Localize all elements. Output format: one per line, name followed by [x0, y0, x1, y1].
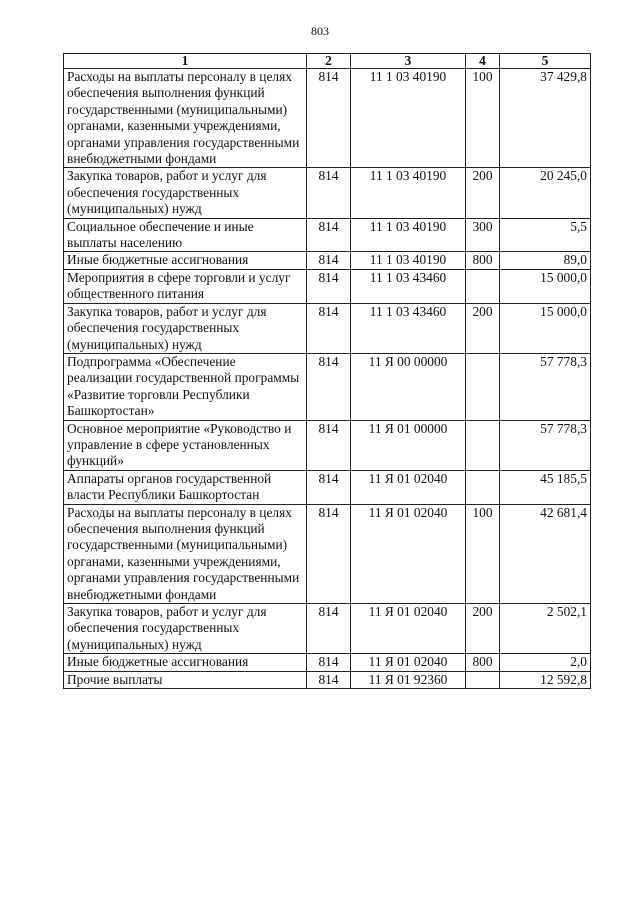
page-number: 803	[311, 24, 329, 38]
cell-ministry: 814	[307, 470, 351, 504]
cell-article: 11 1 03 40190	[351, 252, 466, 269]
cell-name: Аппараты органов государственной власти Республики Башкортостан	[64, 470, 307, 504]
cell-expense-type: 200	[466, 303, 500, 353]
cell-article: 11 Я 01 02040	[351, 470, 466, 504]
cell-amount: 20 245,0	[500, 168, 591, 218]
cell-amount: 45 185,5	[500, 470, 591, 504]
cell-article: 11 1 03 40190	[351, 69, 466, 168]
cell-ministry: 814	[307, 420, 351, 470]
cell-expense-type	[466, 420, 500, 470]
cell-article: 11 Я 01 02040	[351, 604, 466, 654]
column-header-expense-type: 4	[466, 54, 500, 69]
cell-expense-type	[466, 353, 500, 420]
cell-ministry: 814	[307, 218, 351, 252]
cell-article: 11 Я 01 02040	[351, 504, 466, 603]
cell-expense-type: 800	[466, 654, 500, 671]
cell-ministry: 814	[307, 303, 351, 353]
table-row	[64, 604, 591, 654]
column-header-amount: 5	[500, 54, 591, 69]
cell-expense-type: 100	[466, 504, 500, 603]
cell-amount: 15 000,0	[500, 303, 591, 353]
cell-name: Закупка товаров, работ и услуг для обеспечения государственных (муниципальных) нужд	[64, 604, 307, 654]
cell-name: Закупка товаров, работ и услуг для обеспечения государственных (муниципальных) нужд	[64, 168, 307, 218]
cell-name: Расходы на выплаты персоналу в целях обеспечения выполнения функций государственными (муниципальными) органами, казенными учреждениями, органами управления государственными внебюджетными фондами	[64, 504, 307, 603]
table-header-row	[64, 54, 591, 69]
cell-amount: 2 502,1	[500, 604, 591, 654]
cell-ministry: 814	[307, 654, 351, 671]
cell-ministry: 814	[307, 353, 351, 420]
cell-article: 11 Я 01 02040	[351, 654, 466, 671]
cell-expense-type	[466, 470, 500, 504]
cell-ministry: 814	[307, 269, 351, 303]
table-row	[64, 504, 591, 603]
cell-amount: 12 592,8	[500, 671, 591, 688]
cell-amount: 15 000,0	[500, 269, 591, 303]
table-row	[64, 252, 591, 269]
cell-amount: 57 778,3	[500, 420, 591, 470]
cell-ministry: 814	[307, 69, 351, 168]
cell-article: 11 1 03 43460	[351, 303, 466, 353]
cell-ministry: 814	[307, 604, 351, 654]
cell-amount: 5,5	[500, 218, 591, 252]
cell-amount: 57 778,3	[500, 353, 591, 420]
cell-expense-type: 200	[466, 168, 500, 218]
table-row	[64, 671, 591, 688]
cell-amount: 42 681,4	[500, 504, 591, 603]
cell-ministry: 814	[307, 252, 351, 269]
table-row	[64, 168, 591, 218]
cell-name: Основное мероприятие «Руководство и управление в сфере установленных функций»	[64, 420, 307, 470]
cell-article: 11 1 03 40190	[351, 218, 466, 252]
cell-name: Расходы на выплаты персоналу в целях обеспечения выполнения функций государственными (муниципальными) органами, казенными учреждениями, органами управления государственными внебюджетными фондами	[64, 69, 307, 168]
cell-article: 11 1 03 40190	[351, 168, 466, 218]
table-row	[64, 269, 591, 303]
cell-article: 11 Я 01 00000	[351, 420, 466, 470]
table-row	[64, 470, 591, 504]
cell-name: Прочие выплаты	[64, 671, 307, 688]
cell-name: Иные бюджетные ассигнования	[64, 654, 307, 671]
table-row	[64, 654, 591, 671]
budget-table	[63, 53, 591, 689]
cell-name: Мероприятия в сфере торговли и услуг общественного питания	[64, 269, 307, 303]
column-header-ministry: 2	[307, 54, 351, 69]
cell-ministry: 814	[307, 671, 351, 688]
cell-name: Закупка товаров, работ и услуг для обеспечения государственных (муниципальных) нужд	[64, 303, 307, 353]
table-row	[64, 218, 591, 252]
cell-expense-type: 100	[466, 69, 500, 168]
cell-article: 11 Я 01 92360	[351, 671, 466, 688]
table-row	[64, 303, 591, 353]
cell-ministry: 814	[307, 504, 351, 603]
cell-article: 11 1 03 43460	[351, 269, 466, 303]
cell-amount: 2,0	[500, 654, 591, 671]
cell-expense-type	[466, 269, 500, 303]
table-row	[64, 353, 591, 420]
table-body	[64, 69, 591, 689]
cell-expense-type: 200	[466, 604, 500, 654]
cell-expense-type: 800	[466, 252, 500, 269]
cell-expense-type	[466, 671, 500, 688]
cell-article: 11 Я 00 00000	[351, 353, 466, 420]
cell-amount: 37 429,8	[500, 69, 591, 168]
cell-name: Социальное обеспечение и иные выплаты населению	[64, 218, 307, 252]
table-row	[64, 69, 591, 168]
column-header-article: 3	[351, 54, 466, 69]
cell-amount: 89,0	[500, 252, 591, 269]
cell-name: Подпрограмма «Обеспечение реализации государственной программы «Развитие торговли Республики Башкортостан»	[64, 353, 307, 420]
column-header-name: 1	[64, 54, 307, 69]
table-row	[64, 420, 591, 470]
cell-ministry: 814	[307, 168, 351, 218]
cell-name: Иные бюджетные ассигнования	[64, 252, 307, 269]
cell-expense-type: 300	[466, 218, 500, 252]
